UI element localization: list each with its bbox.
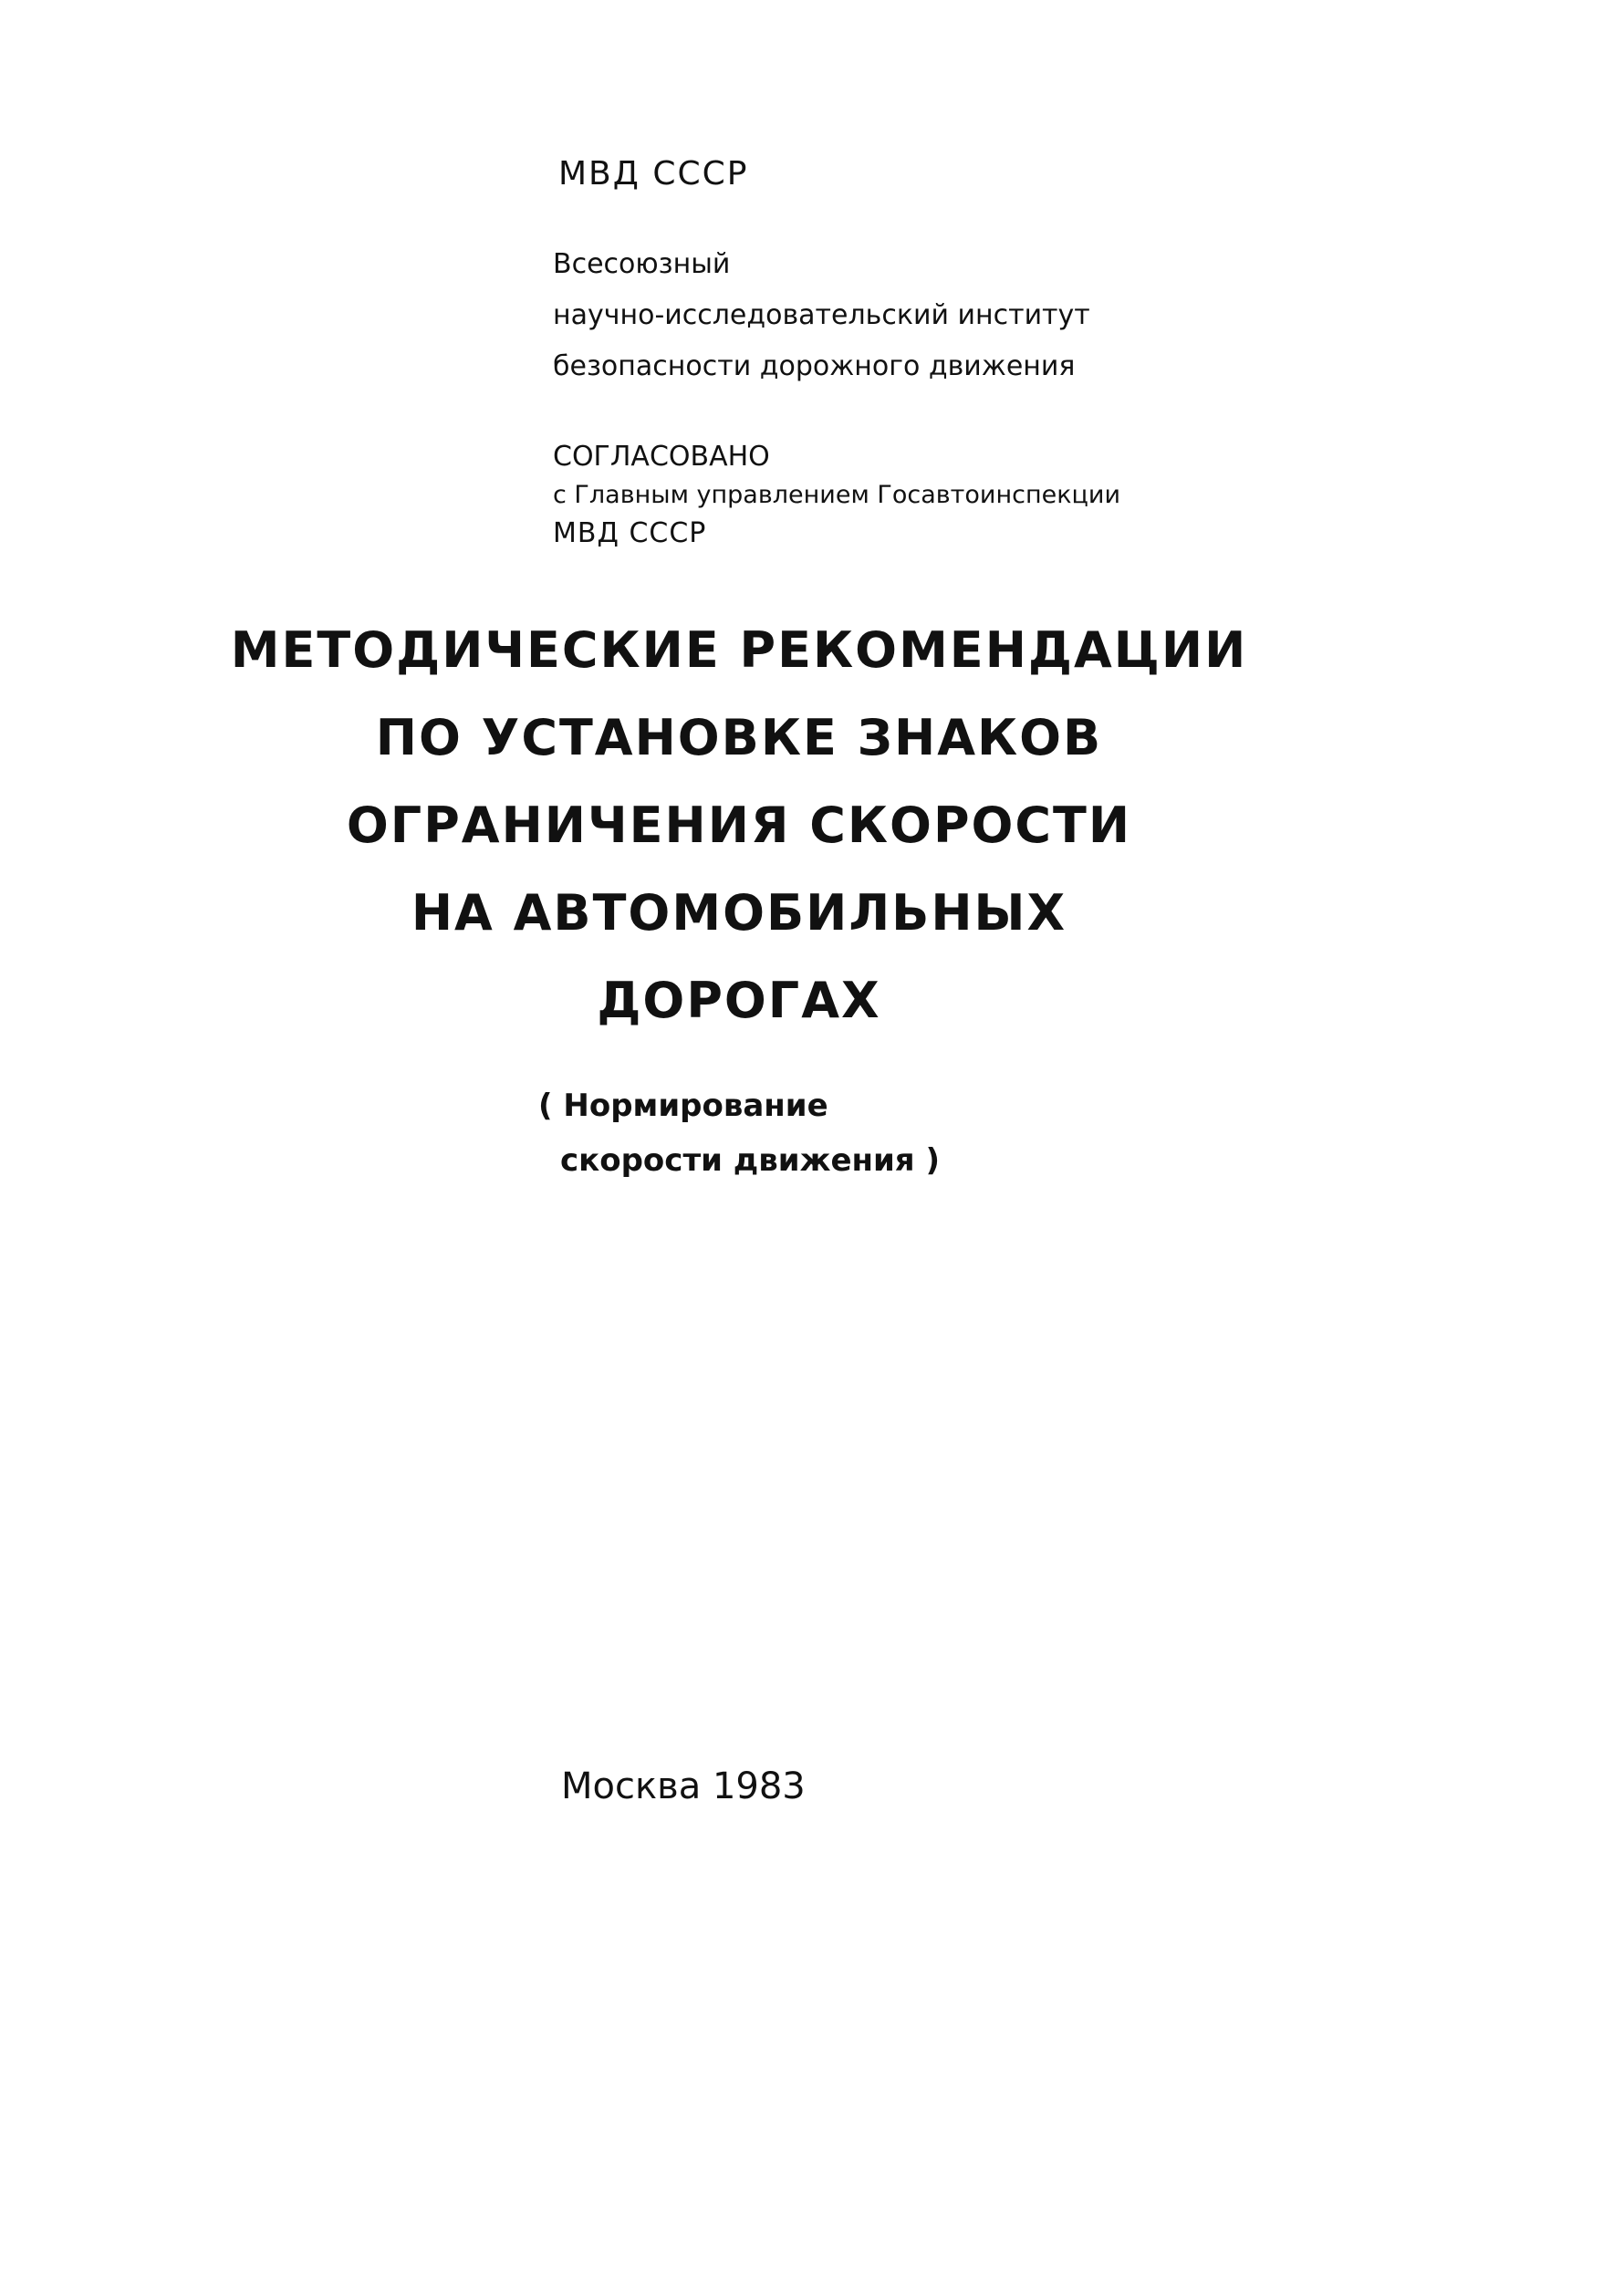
ministry-name (558, 155, 748, 193)
institute-name (553, 239, 1090, 392)
title-line-4: НА АВТОМОБИЛЬНЫХ (411, 884, 1067, 942)
subtitle-line-1: ( Нормирование (538, 1088, 828, 1124)
institute-line-1: Всесоюзный (553, 248, 731, 280)
approval-line-1: с Главным управлением Госавтоинспекции (553, 481, 1121, 509)
title-line-5: ДОРОГАХ (597, 972, 881, 1029)
imprint-text: Москва 1983 (561, 1765, 806, 1807)
title-line-1: МЕТОДИЧЕСКИЕ РЕКОМЕНДАЦИИ (230, 621, 1248, 679)
ministry-text: МВД СССР (558, 155, 749, 193)
institute-line-2: научно-исследовательский институт (553, 299, 1090, 331)
imprint (561, 1765, 806, 1807)
title-line-2: ПО УСТАНОВКЕ ЗНАКОВ (375, 709, 1103, 766)
approval-block (553, 438, 1120, 553)
subtitle-line-2: скорости движения ) (560, 1142, 941, 1179)
approval-line-2: МВД СССР (553, 517, 707, 549)
document-title (0, 607, 1478, 1045)
document-subtitle (538, 1078, 940, 1188)
approval-label: СОГЛАСОВАНО (553, 441, 770, 473)
institute-line-3: безопасности дорожного движения (553, 350, 1076, 382)
title-line-3: ОГРАНИЧЕНИЯ СКОРОСТИ (346, 796, 1132, 854)
